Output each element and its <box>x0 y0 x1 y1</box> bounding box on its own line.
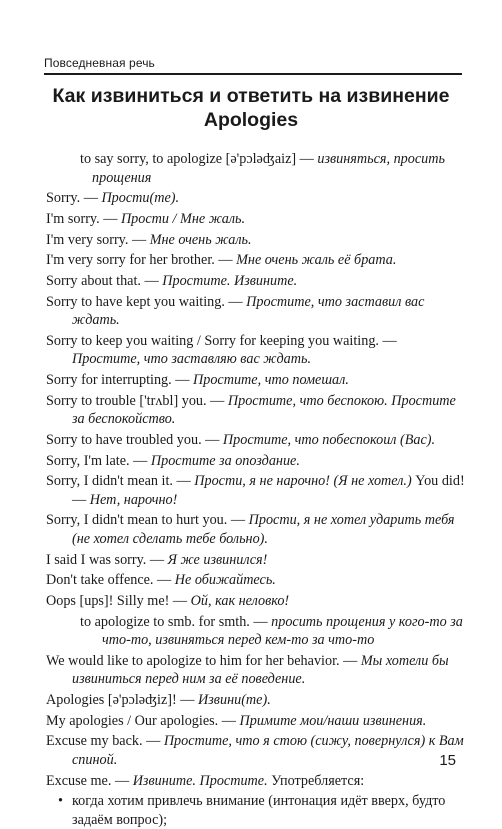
phrase-english: to apologize to smb. for smth. — <box>80 613 272 630</box>
bullet-text: когда хотим привлечь внимание (интонация идёт вверх, будто задаём вопрос); <box>72 793 446 828</box>
phrase-entry <box>46 732 466 769</box>
phrase-english: Sorry to have kept you waiting. — <box>46 293 247 310</box>
bullet-icon: • <box>58 793 63 810</box>
phrase-russian: Простите, что я стою (сижу, повернулся) к Вам спиной. <box>72 733 464 768</box>
phrase-entry <box>46 371 466 390</box>
phrase-entry <box>46 293 466 330</box>
phrase-russian: Ой, как неловко! <box>190 593 290 609</box>
phrase-english: My apologies / Our apologies. — <box>46 712 240 729</box>
phrase-english: Sorry for interrupting. — <box>46 372 193 388</box>
phrase-entry <box>46 392 466 429</box>
phrase-entry <box>46 592 466 611</box>
bullet-item <box>46 792 466 829</box>
phrase-russian: Простите, что помешал. <box>192 372 349 388</box>
phrase-english-extra: You did! — <box>72 473 465 508</box>
phrase-english: I'm very sorry for her brother. — <box>46 252 237 269</box>
page-number: 15 <box>439 752 456 769</box>
phrase-entry <box>46 452 466 471</box>
phrase-english: Oops [ups]! Silly me! — <box>46 593 191 609</box>
phrase-english: Sorry about that. — <box>46 272 163 289</box>
phrase-entry <box>46 189 466 208</box>
phrase-russian: Простите, что беспокою. Простите за беспокойство. <box>72 392 456 428</box>
phrase-entry <box>46 472 466 509</box>
phrase-russian: Прости / Мне жаль. <box>120 210 246 227</box>
phrase-english: I'm sorry. — <box>46 210 121 227</box>
phrase-russian: Простите, что заставил вас ждать. <box>72 293 425 329</box>
header-rule <box>44 73 462 75</box>
phrase-russian: Примите мои/наши извинения. <box>239 712 427 729</box>
phrase-english: Excuse me. — <box>46 772 133 789</box>
phrase-russian: Извините. Простите. <box>132 772 268 789</box>
running-head: Повседневная речь <box>44 56 155 70</box>
phrase-entry <box>46 571 466 590</box>
phrase-entry <box>46 712 466 731</box>
phrase-english: Sorry to have troubled you. — <box>46 431 223 448</box>
phrase-entry <box>46 772 466 791</box>
phrase-russian: Мне очень жаль. <box>149 231 252 248</box>
phrase-russian: Прости, я не хотел ударить тебя (не хотел сделать тебе больно). <box>72 512 455 547</box>
phrase-english: Don't take offence. — <box>46 572 175 589</box>
phrase-english: Sorry to keep you waiting / Sorry for keeping you waiting. — <box>46 332 397 349</box>
phrase-entry <box>46 272 466 291</box>
phrase-russian: Простите, что заставляю вас ждать. <box>72 351 312 368</box>
title-en: Apologies <box>203 109 299 131</box>
phrase-english: Apologies [ə'pɔləʤiz]! — <box>46 692 199 709</box>
phrase-russian: Не обижайтесь. <box>174 572 276 589</box>
phrase-english: Excuse my back. — <box>46 733 164 750</box>
phrase-russian: Мы хотели бы извиниться перед ним за её поведение. <box>72 652 449 688</box>
phrase-entry <box>46 691 466 710</box>
phrase-entry <box>46 150 466 187</box>
phrase-russian: Извини(те). <box>198 692 271 709</box>
phrase-russian: Я же извинился! <box>167 551 268 568</box>
phrase-entry <box>46 511 466 548</box>
phrase-entry <box>46 332 466 369</box>
phrase-english: to say sorry, to apologize [ə'pɔləʤaiz] — <box>80 151 318 167</box>
phrase-list <box>46 150 466 829</box>
phrase-english: We would like to apologize to him for her behavior. — <box>46 652 361 669</box>
phrase-entry <box>46 431 466 450</box>
phrase-russian: извиняться, просить прощения <box>92 151 445 186</box>
phrase-russian: Мне очень жаль её брата. <box>236 252 397 269</box>
phrase-entry <box>46 551 466 570</box>
phrase-english: I'm very sorry. — <box>46 231 150 248</box>
phrase-entry <box>46 613 466 650</box>
phrase-english: Sorry to trouble ['trʌbl] you. — <box>46 392 228 409</box>
section-title <box>0 84 502 132</box>
phrase-english: I said I was sorry. — <box>46 551 168 568</box>
phrase-entry <box>46 251 466 270</box>
phrase-entry <box>46 210 466 229</box>
phrase-russian: Простите. Извините. <box>162 272 298 289</box>
phrase-english: Sorry, I didn't mean it. — <box>46 473 195 490</box>
phrase-russian: Прости, я не нарочно! (Я не хотел.) <box>194 473 412 490</box>
phrase-entry <box>46 231 466 250</box>
phrase-russian: Простите за опоздание. <box>150 452 300 469</box>
phrase-entry <box>46 652 466 689</box>
phrase-russian-extra: Нет, нарочно! <box>89 491 178 508</box>
phrase-english: Sorry. — <box>46 190 102 207</box>
phrase-russian: Простите, что побеспокоил (Вас). <box>222 431 436 448</box>
phrase-russian: просить прощения у кого-то за что-то, извиняться перед кем-то за что-то <box>102 613 463 649</box>
phrase-english: Sorry, I'm late. — <box>46 452 151 469</box>
phrase-english-extra: Употребляется: <box>267 772 365 789</box>
phrase-russian: Прости(те). <box>101 190 180 207</box>
title-ru: Как извиниться и ответить на извинение <box>52 85 450 107</box>
phrase-english: Sorry, I didn't mean to hurt you. — <box>46 512 249 529</box>
